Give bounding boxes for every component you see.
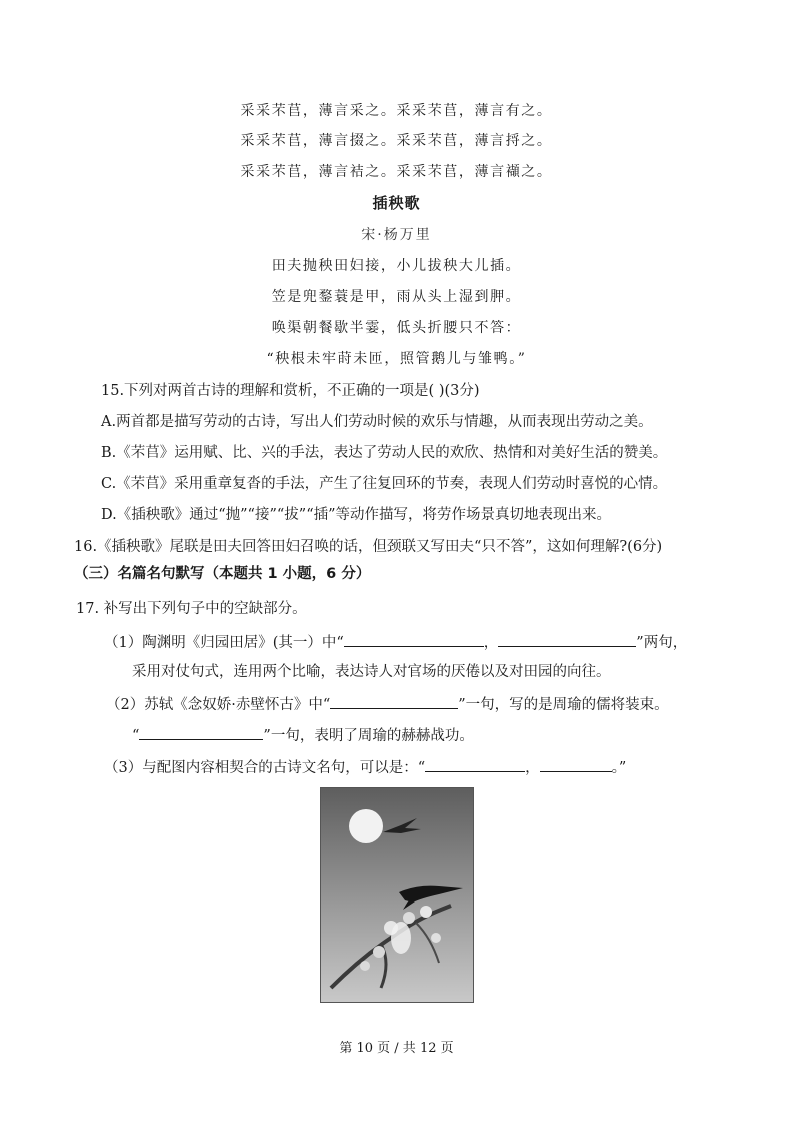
q17-part2-open-quote: “ (132, 728, 140, 744)
q17-part1-blank-1[interactable] (344, 631, 484, 647)
poem2-author: 宋·杨万里 (361, 227, 432, 243)
poem2-line-4: “秧根未牢莳未匝，照管鹅儿与雏鸭。” (266, 351, 527, 367)
q17-part1-prefix: （1）陶渊明《归园田居》(其一）中“ (104, 635, 344, 651)
q17-part2-blank-2[interactable] (139, 724, 263, 740)
poem2-line-1: 田夫抛秧田妇接，小儿拔秧大儿插。 (271, 258, 522, 274)
sky-background (321, 788, 474, 1003)
q17-part1-comma: ， (483, 635, 499, 651)
q17-part2-prefix: （2）苏轼《念奴娇·赤壁怀古》中“ (106, 697, 331, 713)
q17-part1-line2: 采用对仗句式，连用两个比喻，表达诗人对官场的厌倦以及对田园的向往。 (132, 664, 611, 680)
q17-part2-line2 (132, 724, 474, 746)
poem2-title: 插秧歌 (372, 194, 421, 212)
q15-option-c: C.《芣苢》采用重章复沓的手法，产生了往复回环的节奏，表现人们劳动时喜悦的心情。 (101, 476, 668, 492)
q15-option-d: D.《插秧歌》通过“抛”“接”“拔”“插”等动作描写，将劳作场景真切地表现出来。 (101, 507, 612, 523)
swallow-moon-illustration (320, 787, 474, 1003)
q15-option-a: A.两首都是描写劳动的古诗，写出人们劳动时候的欢乐与情趣，从而表现出劳动之美。 (101, 414, 653, 430)
q17-part1-blank-2[interactable] (498, 631, 636, 647)
q17-part1 (104, 631, 687, 653)
poem1-line-3: 采采芣苢，薄言袺之。采采芣苢，薄言襭之。 (240, 164, 553, 180)
illustration-drawing (321, 788, 474, 1003)
q15-option-b: B.《芣苢》运用赋、比、兴的手法，表达了劳动人民的欢欣、热情和对美好生活的赞美。 (101, 445, 668, 461)
poem2-line-2: 笠是兜鍪蓑是甲，雨从头上湿到胛。 (271, 289, 522, 305)
q17-part2-line2-suffix: ”一句，表明了周瑜的赫赫战功。 (263, 728, 474, 744)
q17-part2-blank-1[interactable] (330, 693, 458, 709)
q17-part3-prefix: （3）与配图内容相契合的古诗文名句，可以是：“ (104, 760, 426, 776)
poem1-line-2: 采采芣苢，薄言掇之。采采芣苢，薄言捋之。 (240, 133, 553, 149)
q17-stem: 17. 补写出下列句子中的空缺部分。 (76, 601, 307, 617)
page-footer: 第 10 页 / 共 12 页 (339, 1041, 454, 1056)
moon-icon (349, 809, 383, 843)
poem2-line-3: 唤渠朝餐歇半霎，低头折腰只不答： (271, 320, 522, 336)
q17-part2-suffix: ”一句，写的是周瑜的儒将装束。 (458, 697, 669, 713)
q17-part2 (106, 693, 669, 715)
q17-part3-suffix: 。” (611, 760, 627, 776)
q17-part3-comma: ， (525, 760, 540, 776)
q16-text: 16.《插秧歌》尾联是田夫回答田妇召唤的话，但颈联又写田夫“只不答”，这如何理解?(6分) (74, 539, 663, 555)
q17-part3-blank-2[interactable] (540, 756, 612, 772)
q17-part1-suffix: ”两句， (636, 635, 688, 651)
q17-part3 (104, 756, 626, 778)
q15-stem: 15.下列对两首古诗的理解和赏析，不正确的一项是( )(3分) (101, 383, 480, 399)
poem1-line-1: 采采芣苢，薄言采之。采采芣苢，薄言有之。 (240, 103, 553, 119)
q17-part3-blank-1[interactable] (425, 756, 525, 772)
section3-heading: （三）名篇名句默写（本题共 1 小题，6 分） (74, 566, 371, 582)
